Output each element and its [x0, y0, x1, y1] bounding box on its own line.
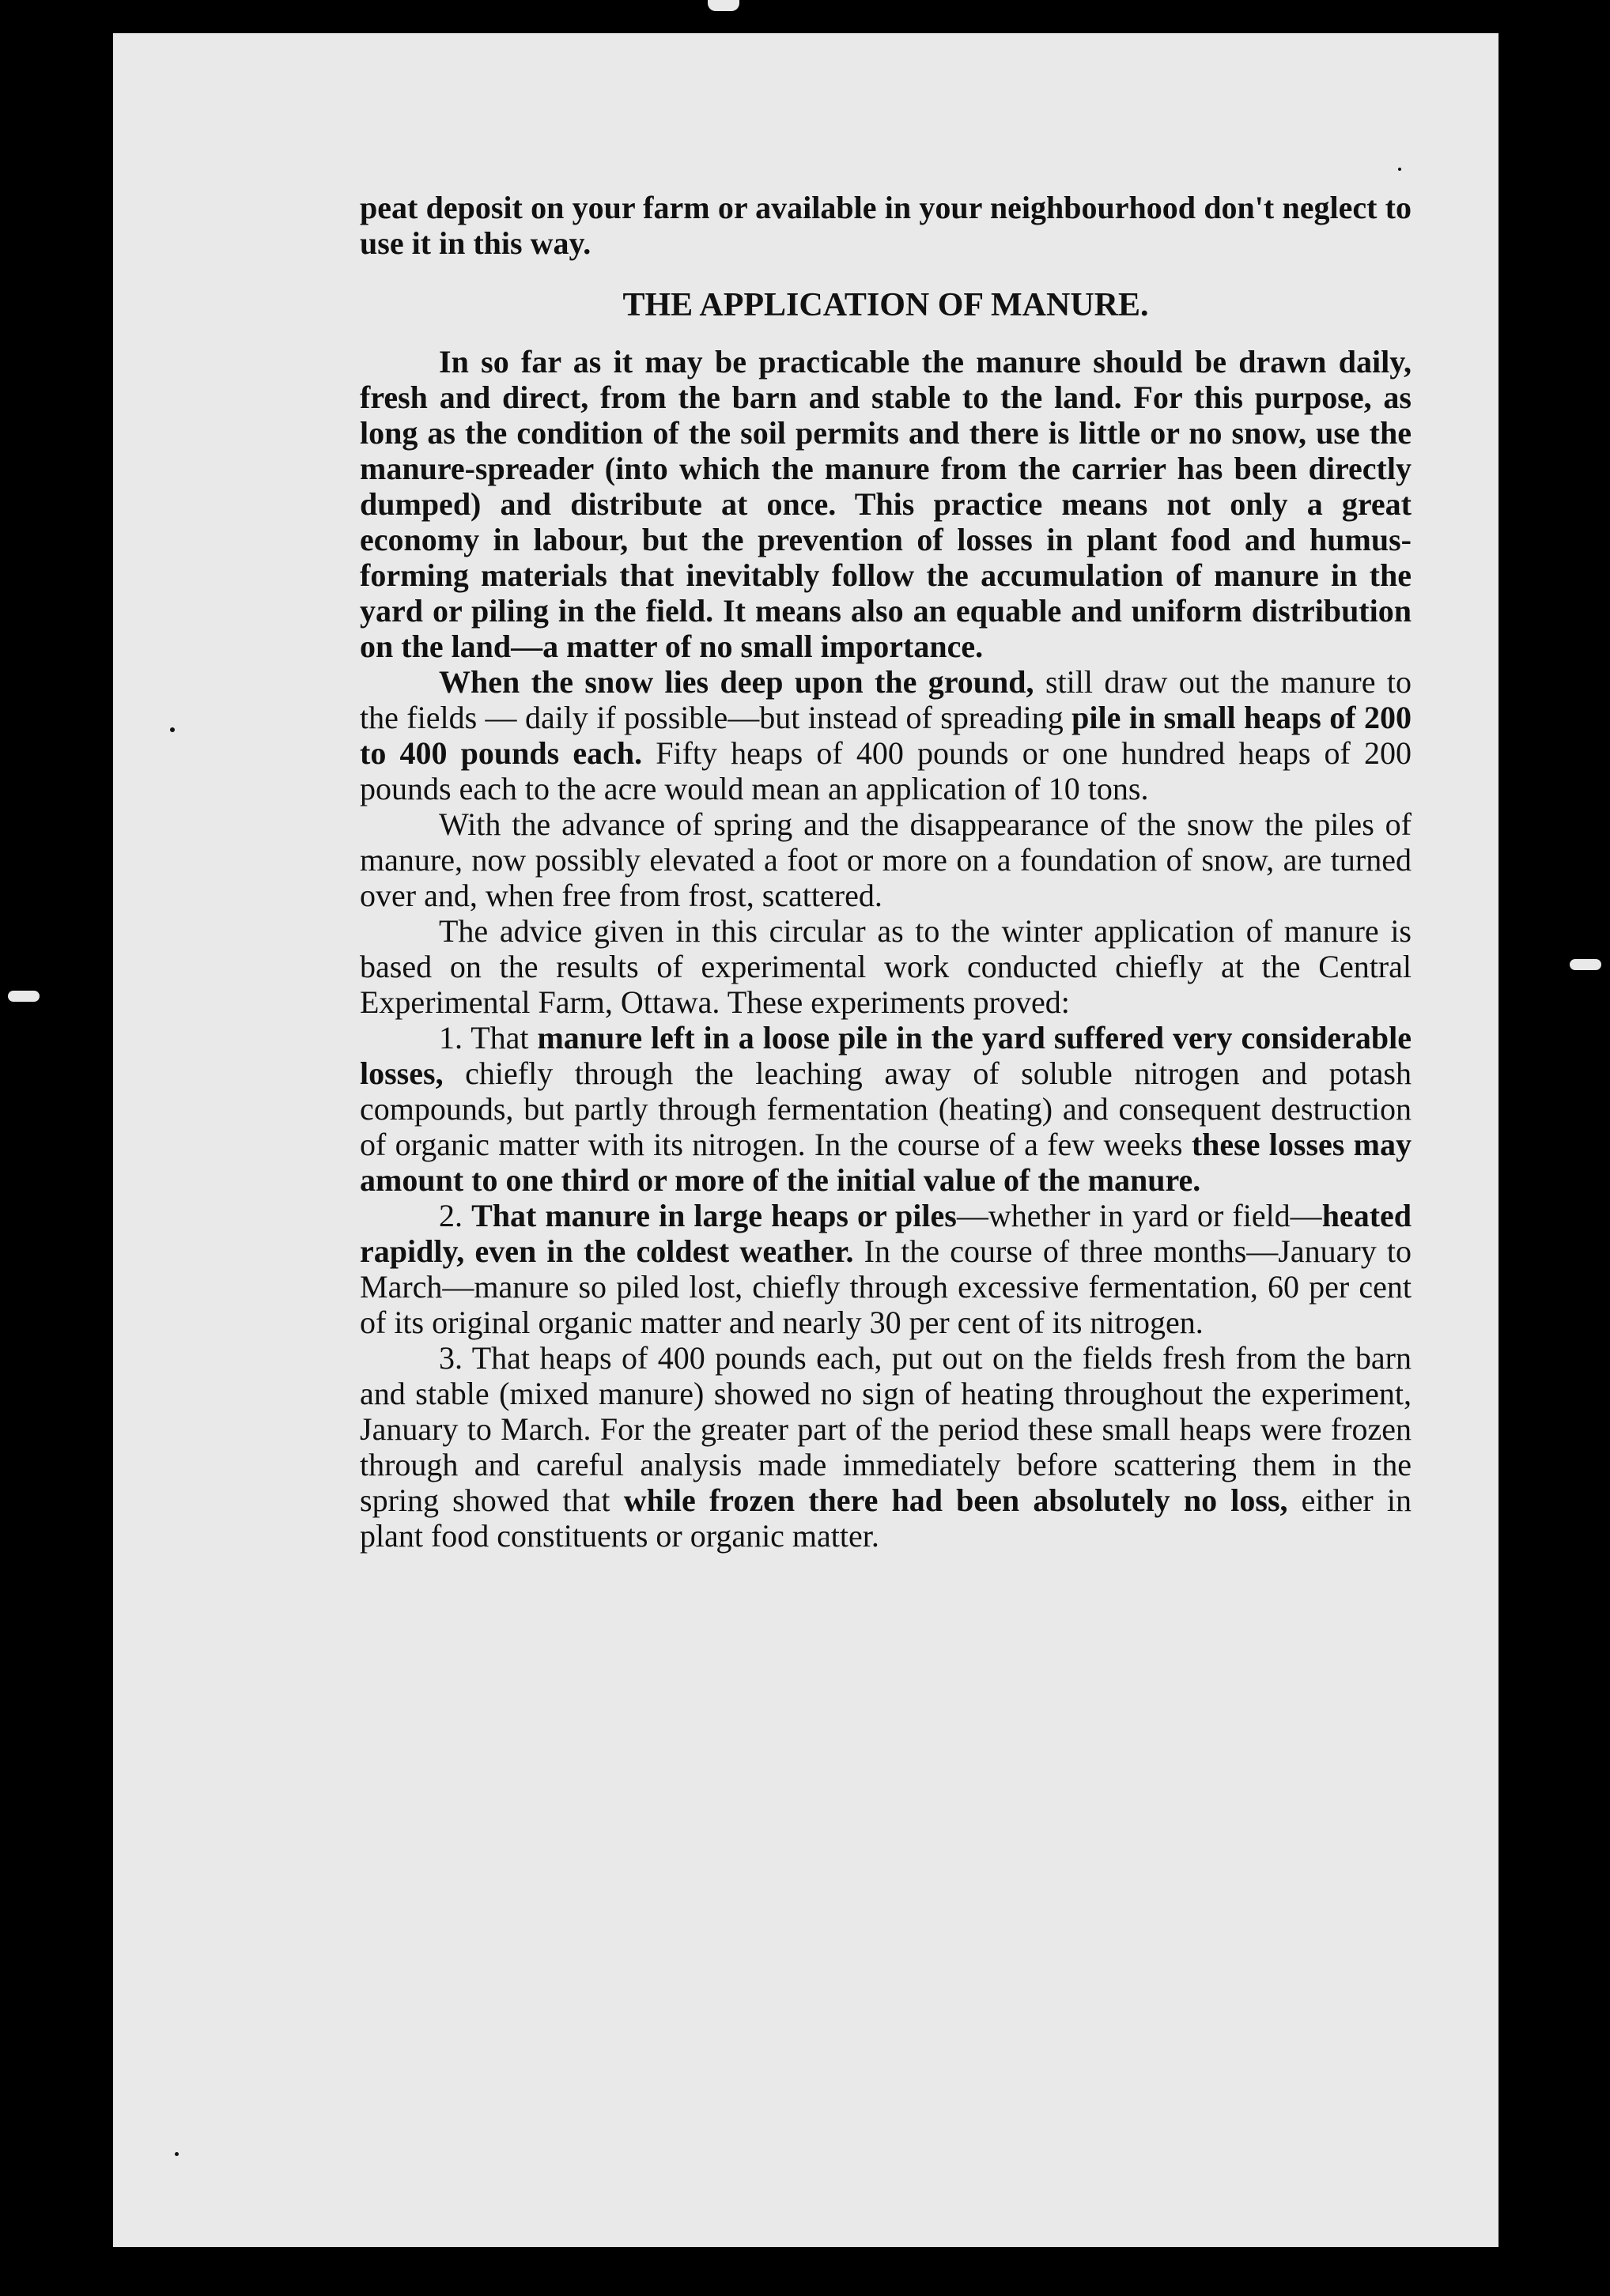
finding-3 [360, 1340, 1412, 1554]
body-text: Fifty heaps of 400 pounds or one hundred heaps of 200 pounds each to the acre would mean an application of 10 tons. [360, 735, 1412, 806]
dust-speck [175, 2152, 179, 2156]
dust-speck [1398, 168, 1401, 171]
paragraph-deep-snow [360, 664, 1412, 806]
body-text: —whether in yard or field— [956, 1198, 1322, 1233]
emphasis-text: heated rapidly, even in the coldest weather. [360, 1198, 1412, 1269]
emphasis-text: When the snow lies deep upon the ground, [439, 664, 1034, 700]
continuation-paragraph: peat deposit on your farm or available in your neighbourhood don't neglect to use it in this way. [360, 190, 1412, 261]
scan-mark-right [1570, 959, 1601, 970]
emphasis-text: pile in small heaps of 200 to 400 pounds each. [360, 700, 1412, 771]
paragraph-experiments-intro: The advice given in this circular as to the winter application of manure is based on the results of experimental work conducted chiefly at the Central Experimental Farm, Ottawa. These experiments proved: [360, 913, 1412, 1020]
emphasis-text: while frozen there had been absolutely no loss, [623, 1482, 1288, 1518]
emphasis-text: That manure in large heaps or piles [471, 1198, 957, 1233]
paragraph-daily-application: In so far as it may be practicable the manure should be drawn daily, fresh and direct, from the barn and stable to the land. For this purpose, as long as the condition of the soil permits and there is little or no snow, use the manure-spreader (into which the manure from the carrier has been directly dumped) and distribute at once. This practice means not only a great economy in labour, but the prevention of losses in plant food and humus-forming materials that inevitably follow the accumulation of manure in the yard or piling in the field. It means also an equable and uniform distribution on the land—a matter of no small importance. [360, 344, 1412, 664]
body-text: 3. That heaps of 400 pounds each, put out on the fields fresh from the barn and stable (mixed manure) showed no sign of heating throughout the experiment, January to March. For the greater part of the period these small heaps were frozen through and careful analysis made immediately before scattering them in the spring showed that [360, 1340, 1412, 1518]
body-text: either in plant food constituents or organic matter. [360, 1482, 1412, 1554]
dust-speck [170, 727, 175, 732]
scan-mark-left [8, 991, 40, 1002]
body-text: still draw out the manure to the fields — daily if possible—but instead of spreading [360, 664, 1412, 735]
body-text: 2. [439, 1198, 472, 1233]
scan-mark-top [708, 0, 739, 11]
body-text: 1. That [439, 1020, 538, 1055]
finding-1 [360, 1020, 1412, 1198]
paragraph-spring: With the advance of spring and the disappearance of the snow the piles of manure, now possibly elevated a foot or more on a foundation of snow, are turned over and, when free from frost, scattered. [360, 806, 1412, 913]
finding-2 [360, 1198, 1412, 1340]
body-text: In the course of three months—January to March—manure so piled lost, chiefly through excessive fermentation, 60 per cent of its original organic matter and nearly 30 per cent of its nitrogen. [360, 1233, 1412, 1340]
body-text: chiefly through the leaching away of soluble nitrogen and potash compounds, but partly through fermentation (heating) and consequent destruction of organic matter with its nitrogen. In the course of a few weeks [360, 1055, 1412, 1162]
page-text [360, 190, 1412, 1554]
emphasis-text: these losses may amount to one third or more of the initial value of the manure. [360, 1127, 1412, 1198]
emphasis-text: manure left in a loose pile in the yard suffered very considerable losses, [360, 1020, 1412, 1091]
section-heading: THE APPLICATION OF MANURE. [622, 287, 1149, 323]
